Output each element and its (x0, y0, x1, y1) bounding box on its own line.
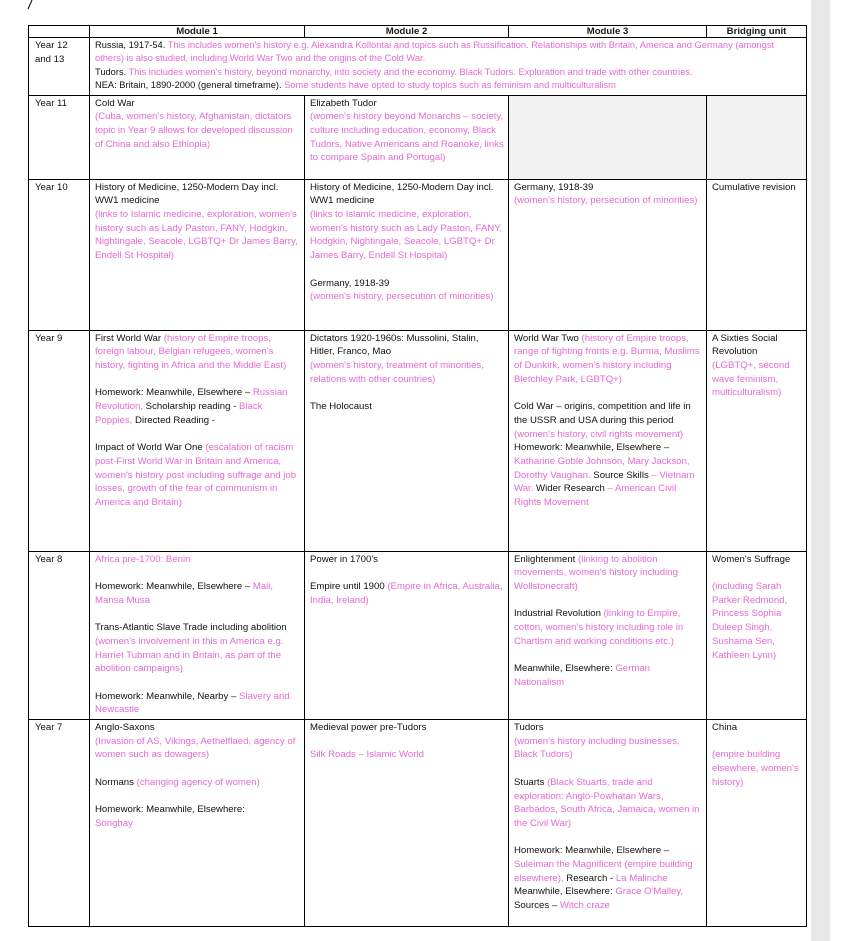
y8-suffrage-notes: (including Sarah Parker Redmond, Princess Sophia Duleep Singh, Sushama Sen, Kathleen Lynn) (712, 581, 788, 661)
y8-module-2 (305, 551, 509, 719)
y7-homework-2-topic: Suleiman the Magnificent (empire building elsewhere), (514, 859, 693, 884)
y9-ww2-notes: (history of Empire troops, range of fighting fronts e.g. Burma, Muslims of Dunkirk, women's history including Bletchley Park, LGBTQ+) (514, 332, 700, 385)
y7-sources-topic: Witch craze (559, 900, 610, 912)
y9-module-3 (509, 330, 707, 551)
y8-homework-topic: Mali, Mansa Musa (95, 581, 274, 606)
y7-bridging (707, 720, 807, 927)
row-year-9 (29, 330, 807, 551)
y12-russia-notes: This includes women's history e.g. Alexandra Kollontai and topics such as Russification. Relationships with Britain, America and Germany (amongst others) is also studied, including World War Two and the origins of the Cold War. (95, 40, 775, 64)
y10-medicine-notes-2: (links to Islamic medicine, exploration, women's history such as Lady Paston, FANY, Hodgkin, Nightingale, Seacole, LGBTQ+ Dr James Barry, Endell St Hospital) (310, 209, 503, 262)
y8-enlightenment-notes: (linking to abolition movements, women's history including Wollstonecraft) (514, 553, 678, 593)
header-module-2: Module 2 (305, 26, 509, 38)
y7-medieval: Medieval power pre-Tudors (310, 722, 427, 734)
y11-module-2 (305, 95, 509, 179)
y7-module-3 (509, 720, 707, 927)
y7-silk-roads: Silk Roads – Islamic World (310, 749, 424, 761)
y9-cold-war-notes: (women's history, civil rights movement) (514, 428, 684, 440)
y7-anglo-saxons: Anglo-Saxons (95, 722, 155, 734)
year-label: Year 12 and 13 (29, 38, 90, 96)
y9-holocaust: The Holocaust (310, 401, 372, 413)
y7-research-topic: La Malinche (615, 872, 668, 884)
year-label: Year 11 (29, 95, 90, 179)
y12-tudors: Tudors. (95, 66, 127, 77)
y12-nea-notes: Some students have opted to study topics such as feminism and multiculturalism (284, 80, 616, 91)
row-year-12-13 (29, 38, 807, 96)
y9-ww1-notes: (history of Empire troops, foreign labour, Belgian refugees, women's history, fighting in Africa and the Middle East) (95, 332, 287, 372)
y9-module-1 (90, 330, 305, 551)
y9-sixties: A Sixties Social Revolution (712, 332, 778, 358)
y9-ww1: First World War (95, 332, 162, 344)
y7-tudors-notes: (women's history including businesses, Black Tudors) (514, 735, 680, 761)
page-margin (830, 0, 854, 941)
header-bridging-unit: Bridging unit (707, 26, 807, 38)
y9-impact-ww1: Impact of World War One (95, 442, 203, 454)
y9-directed-reading: Directed Reading - (135, 414, 216, 426)
y8-enlightenment: Enlightenment (514, 553, 576, 565)
y12-nea: NEA: Britain, 1890-2000 (general timeframe). (95, 80, 282, 91)
year-12-13-content (90, 38, 807, 96)
y9-impact-notes: (escalation of racism post-First World War in Britain and America, women's history post including suffrage and job losses, growth of the fear of communism in America and Britain) (95, 442, 297, 509)
y11-elizabeth-notes: (women's history beyond Monarchs – society, culture including education, economy, Black Tudors, Native Americans and Roanoke, links to compare Spain and Portugal) (310, 111, 504, 164)
y9-module-2 (305, 330, 509, 551)
y7-normans-notes: (changing agency of women) (136, 776, 260, 788)
y10-medicine-2: History of Medicine, 1250-Modern Day incl. WW1 medicine (310, 181, 494, 207)
y7-tudors: Tudors (514, 722, 544, 734)
y12-tudors-notes: This includes women's history, beyond monarchy, into society and the economy. Black Tudors. Exploration and trade with other countries. (128, 66, 693, 77)
y11-module-3-empty (509, 95, 707, 179)
y9-homework-3-topic: Katharine Goble Johnson, Mary Jackson, Dorothy Vaughan. (514, 455, 690, 481)
y11-cold-war: Cold War (95, 97, 135, 109)
year-label: Year 7 (29, 720, 90, 927)
row-year-11 (29, 95, 807, 179)
y7-homework-2: Homework: Meanwhile, Elsewhere – (514, 845, 670, 857)
y10-bridging (707, 179, 807, 330)
y10-medicine: History of Medicine, 1250-Modern Day incl. WW1 medicine (95, 181, 279, 207)
y7-module-2 (305, 720, 509, 927)
y10-module-3 (509, 179, 707, 330)
y12-russia: Russia, 1917-54. (95, 40, 166, 50)
y8-homework-nearby-topic: Slavery and Newcastle (95, 690, 290, 716)
y8-module-3 (509, 551, 707, 719)
y7-homework-topic: Songhay (95, 817, 133, 829)
y9-sixties-notes: (LGBTQ+, second wave feminism, multiculturalism) (712, 360, 790, 399)
y9-source-skills: Source Skills (593, 469, 649, 481)
y8-module-1 (90, 551, 305, 719)
y9-wider-research: Wider Research (536, 483, 605, 495)
row-year-10 (29, 179, 807, 330)
y9-cold-war: Cold War – origins, competition and life in the USSR and USA during this period (514, 401, 691, 426)
y8-industrial: Industrial Revolution (514, 608, 601, 620)
y10-germany-notes-2: (women's history, persecution of minorities) (310, 291, 494, 303)
page-corner-mark-icon (27, 0, 33, 10)
y8-slave-trade-notes: (women's involvement in this in America e.g. Harriet Tubman and in Britain, as part of the abolition campaigns) (95, 635, 284, 675)
y9-wider-research-topic: – American Civil Rights Movement (514, 483, 677, 509)
y8-empire: Empire until 1900 (310, 581, 385, 593)
header-module-1: Module 1 (90, 26, 305, 38)
y7-stuarts: Stuarts (514, 776, 545, 788)
row-year-8 (29, 551, 807, 719)
y10-medicine-notes: (links to Islamic medicine, exploration, women's history such as Lady Paston, FANY, Hodgkin, Nightingale, Seacole, LGBTQ+ Dr James Barry, Endell St Hospital) (95, 209, 298, 262)
curriculum-table (28, 25, 807, 927)
header-row (29, 26, 807, 38)
y8-bridging (707, 551, 807, 719)
y7-normans: Normans (95, 776, 134, 788)
y8-meanwhile-topic: German Nationalism (514, 663, 650, 688)
y7-homework: Homework: Meanwhile, Elsewhere: (95, 804, 245, 816)
y7-meanwhile: Meanwhile, Elsewhere: (514, 886, 613, 898)
y9-ww2: World War Two (514, 332, 579, 344)
y8-meanwhile: Meanwhile, Elsewhere: (514, 663, 613, 675)
y7-module-1 (90, 720, 305, 927)
y10-module-1 (90, 179, 305, 330)
y10-germany-2: Germany, 1918-39 (310, 277, 390, 289)
y8-homework: Homework: Meanwhile, Elsewhere – (95, 581, 251, 593)
y9-bridging (707, 330, 807, 551)
y9-scholarship: Scholarship reading - (145, 401, 237, 413)
y11-module-1 (90, 95, 305, 179)
y8-empire-notes: (Empire in Africa, Australia, India, Ireland) (310, 581, 503, 606)
y7-meanwhile-topic: Grace O'Malley, (615, 886, 684, 898)
year-label: Year 9 (29, 330, 90, 551)
y8-slave-trade: Trans-Atlantic Slave Trade including abolition (95, 622, 287, 634)
y7-china-notes: (empire building elsewhere, women's history) (712, 749, 799, 788)
y8-power: Power in 1700's (310, 553, 378, 565)
y9-dictators: Dictators 1920-1960s: Mussolini, Stalin, Hitler, Franco, Mao (310, 332, 479, 358)
y9-scholarship-topic: Black Poppies, (95, 401, 263, 426)
y9-source-skills-topic: – Vietnam War. (514, 469, 695, 495)
y9-dictators-notes: (women's history, treatment of minorities, relations with other countries) (310, 360, 484, 385)
header-empty (29, 26, 90, 38)
row-year-7 (29, 720, 807, 927)
y7-research: Research - (566, 872, 614, 884)
y7-stuarts-notes: (Black Stuarts, trade and exploration: Anglo-Powhatan Wars, Barbados, South Africa, Jamaica, women in the Civil War) (514, 776, 700, 829)
y7-china: China (712, 722, 738, 734)
y9-homework-3: Homework: Meanwhile, Elsewhere – (514, 442, 670, 454)
y10-germany-notes: (women's history, persecution of minorities) (514, 195, 698, 207)
y10-germany: Germany, 1918-39 (514, 181, 594, 193)
y9-homework: Homework: Meanwhile, Elsewhere – (95, 387, 251, 399)
vertical-scrollbar[interactable] (811, 0, 830, 941)
y11-bridging-empty (707, 95, 807, 179)
y11-elizabeth-tudor: Elizabeth Tudor (310, 97, 377, 109)
y8-homework-nearby: Homework: Meanwhile, Nearby – (95, 690, 237, 702)
header-module-3: Module 3 (509, 26, 707, 38)
year-label: Year 10 (29, 179, 90, 330)
y9-homework-topic: Russian Revolution, (95, 387, 288, 413)
y8-industrial-notes: (linking to Empire, cotton, women's history including role in Chartism and working conditions etc.) (514, 608, 684, 647)
y11-cold-war-notes: (Cuba, women's history, Afghanistan, dictators topic in Year 9 allows for developed discussion of China and also Ethiopia) (95, 111, 293, 150)
y8-benin: Africa pre-1700: Benin (95, 553, 191, 565)
y7-sources: Sources – (514, 900, 558, 912)
year-label: Year 8 (29, 551, 90, 719)
y10-cumulative-revision: Cumulative revision (712, 181, 796, 193)
y8-suffrage: Women's Suffrage (712, 553, 791, 565)
y7-anglo-saxons-notes: (Invasion of AS, Vikings, Aethelflaed, agency of women such as dowagers) (95, 735, 296, 761)
y10-module-2 (305, 179, 509, 330)
